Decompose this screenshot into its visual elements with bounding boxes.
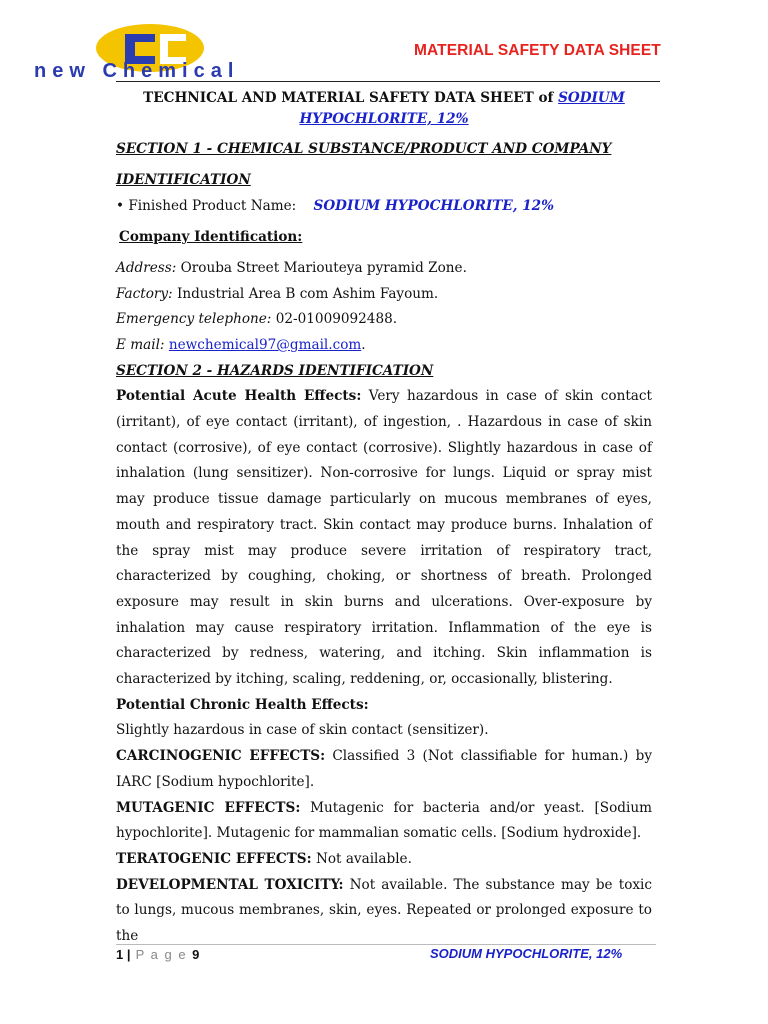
- email-suffix: .: [361, 336, 366, 353]
- teratogenic-paragraph: [116, 847, 652, 873]
- carcinogenic-paragraph: [116, 744, 652, 795]
- title-product-1: SODIUM: [558, 90, 625, 106]
- developmental-paragraph: [116, 873, 652, 950]
- product-value: SODIUM HYPOCHLORITE, 12%: [313, 198, 555, 215]
- product-label: • Finished Product Name:: [116, 198, 297, 215]
- address-value: Orouba Street Mariouteya pyramid Zone.: [176, 259, 467, 276]
- phone-value: 02-01009092488.: [271, 311, 398, 328]
- page-number: 1 |: [116, 947, 131, 962]
- email-label: E mail:: [116, 336, 165, 353]
- mutagenic-label: MUTAGENIC EFFECTS:: [116, 799, 301, 816]
- chronic-text: Slightly hazardous in case of skin contact (sensitizer).: [116, 722, 489, 739]
- document-title: [116, 88, 652, 130]
- page-word: P a g e: [130, 947, 193, 962]
- header-title: MATERIAL SAFETY DATA SHEET: [414, 42, 661, 59]
- header-divider: [116, 81, 660, 82]
- acute-effects-paragraph: [116, 384, 652, 692]
- title-product-2: HYPOCHLORITE, 12%: [299, 111, 469, 127]
- mutagenic-paragraph: [116, 796, 652, 847]
- acute-label: Potential Acute Health Effects:: [116, 388, 362, 405]
- email-link[interactable]: newchemical97@gmail.com: [168, 336, 362, 353]
- developmental-text: Not available. The substance may be toxic to lungs, mucous membranes, skin, eyes. Repeated or prolonged exposure to the: [116, 876, 653, 945]
- finished-product-line: [116, 194, 652, 220]
- logo-text: new Chemical: [34, 60, 240, 82]
- email-line: [116, 333, 652, 359]
- teratogenic-text: Not available.: [311, 850, 412, 867]
- factory-value: Industrial Area B com Ashim Fayoum.: [172, 285, 439, 302]
- address-label: Address:: [116, 259, 177, 276]
- acute-text: Very hazardous in case of skin contact (irritant), of eye contact (irritant), of ingestion, . Hazardous in case of skin contact (corrosive), of eye contact (corrosive). Slightly hazardous in case of inhalation (lung sensitizer). Non-corrosive for lungs. Liquid or spray mist may produce tissue damage particularly on mucous membranes of eyes, mouth and respiratory tract. Skin contact may produce burns. Inhalation of the spray mist may produce severe irritation of respiratory tract, characterized by coughing, choking, or shortness of breath. Prolonged exposure may result in skin burns and ulcerations. Over-exposure by inhalation may cause respiratory irritation. Inflammation of the eye is characterized by redness, watering, and itching. Skin inflammation is characterized by itching, scaling, reddening, or, occasionally, blistering.: [116, 388, 652, 688]
- section2-heading: SECTION 2 - HAZARDS IDENTIFICATION: [116, 362, 434, 379]
- mutagenic-text: Mutagenic for bacteria and/or yeast. [Sodium hypochlorite]. Mutagenic for mammalian somatic cells. [Sodium hydroxide].: [116, 799, 652, 842]
- page-indicator: [116, 947, 199, 962]
- factory-label: Factory:: [116, 285, 173, 302]
- carcinogenic-text: Classified 3 (Not classifiable for human.) by IARC [Sodium hypochlorite].: [116, 748, 652, 790]
- teratogenic-label: TERATOGENIC EFFECTS:: [116, 850, 312, 867]
- company-logo: [30, 20, 370, 84]
- footer-product: SODIUM HYPOCHLORITE, 12%: [430, 946, 623, 961]
- carcinogenic-label: CARCINOGENIC EFFECTS:: [116, 748, 326, 765]
- section1-heading-1: SECTION 1 - CHEMICAL SUBSTANCE/PRODUCT AND COMPANY: [116, 141, 612, 157]
- document-body: [116, 86, 652, 950]
- total-pages: 9: [192, 947, 200, 962]
- footer-divider: [116, 944, 656, 945]
- developmental-label: DEVELOPMENTAL TOXICITY:: [116, 876, 344, 893]
- address-line: [116, 256, 652, 282]
- phone-line: [116, 307, 652, 333]
- company-identification-heading: Company Identification:: [119, 229, 303, 246]
- factory-line: [116, 282, 652, 308]
- section1-heading-2: IDENTIFICATION: [116, 171, 251, 188]
- chronic-label: Potential Chronic Health Effects:: [116, 696, 369, 713]
- phone-label: Emergency telephone:: [116, 311, 272, 328]
- title-prefix: TECHNICAL AND MATERIAL SAFETY DATA SHEET of: [143, 90, 559, 106]
